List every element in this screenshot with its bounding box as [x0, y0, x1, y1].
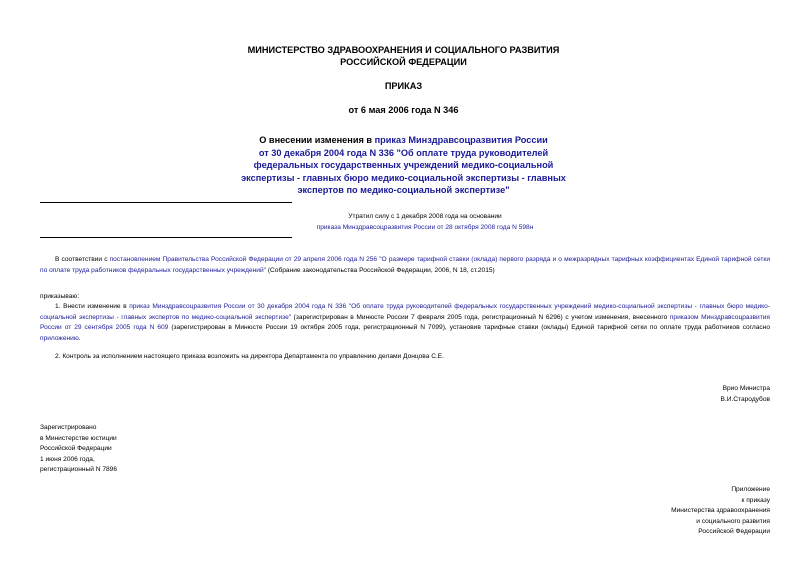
- title-prefix: О внесении изменения в: [259, 135, 375, 145]
- document-header: [0, 44, 807, 68]
- signature-block: [720, 384, 770, 405]
- item-1-prefix: 1. Внести изменение в: [55, 303, 130, 310]
- appendix-line3: Министерства здравоохранения: [671, 507, 770, 515]
- registration-line2: в Министерстве юстиции: [40, 434, 117, 442]
- appendix-line2: к приказу: [741, 496, 770, 504]
- title-link-line5[interactable]: экспертов по медико-социальной экспертизе": [297, 185, 510, 195]
- item-1-link-order-336[interactable]: приказ Минздравсоцразвития России от 30 декабря 2004 года N 336 "Об оплате труда руководителей федеральных государственных учреждений медико-социальной экспертизы - главных бюро медико-социальной экспертизы - главных экспертов по медико-социальной экспертизе": [40, 303, 770, 321]
- appendix-line5: Российской Федерации: [698, 528, 770, 536]
- appendix-line1: Приложение: [731, 486, 770, 493]
- item-1-link-order-609[interactable]: приказом Минздравсоцразвития России от 29 сентября 2005 года N 609: [40, 313, 770, 332]
- ministry-name-line2: РОССИЙСКОЙ ФЕДЕРАЦИИ: [340, 57, 467, 67]
- registration-line1: Зарегистрировано: [40, 424, 97, 431]
- item-1-mid1: (зарегистрирован в Минюсте России 7 февраля 2005 года, регистрационный N 6296) с учетом изменения, внесенного: [291, 313, 670, 321]
- registration-block: [40, 423, 117, 476]
- preamble-prefix: В соответствии с: [55, 256, 110, 263]
- signature-name: В.И.Стародубов: [720, 395, 770, 403]
- appendix-block: [671, 485, 770, 538]
- doc-type: ПРИКАЗ: [384, 81, 423, 91]
- signature-position: Врио Министра: [722, 385, 770, 392]
- item-2-paragraph: 2. Контроль за исполнением настоящего приказа возложить на директора Департамента по управлению делами Донцова С.Е.: [55, 353, 445, 360]
- divider-bottom: [40, 237, 292, 238]
- title-link-line2[interactable]: от 30 декабря 2004 года N 336 "Об оплате труда руководителей: [258, 147, 549, 158]
- ministry-name-line1: МИНИСТЕРСТВО ЗДРАВООХРАНЕНИЯ И СОЦИАЛЬНОГО РАЗВИТИЯ: [247, 45, 560, 55]
- registration-line5: регистрационный N 7896: [40, 466, 118, 474]
- preamble-paragraph: [40, 255, 770, 276]
- divider-top: [40, 202, 292, 203]
- appendix-line4: и социального развития: [696, 517, 770, 525]
- status-note-link[interactable]: приказа Минздравсоцразвития России от 28 октября 2008 года N 598н: [316, 223, 534, 231]
- order-word: приказываю:: [40, 293, 80, 300]
- item-1-paragraph: [40, 302, 770, 344]
- registration-line3: Российской Федерации: [40, 445, 112, 453]
- document-title: [0, 134, 807, 197]
- item-1-link-appendix[interactable]: приложению: [40, 334, 79, 342]
- preamble-suffix: (Собрание законодательства Российской Федерации, 2006, N 18, ст.2015): [266, 266, 495, 274]
- title-link-line3[interactable]: федеральных государственных учреждений медико-социальной: [253, 160, 554, 170]
- status-note: [280, 212, 570, 233]
- date-number: от 6 мая 2006 года N 346: [348, 105, 459, 115]
- item-1-mid2: (зарегистрирован в Минюсте России 19 октября 2005 года, регистрационный N 7099), установив тарифные ставки (оклады) Единой тарифной сетки по оплате труда работников согласно: [168, 324, 770, 332]
- preamble-link[interactable]: постановлением Правительства Российской Федерации от 29 апреля 2006 года N 256 "О размере тарифной ставки (оклада) первого разряда и о межразрядных тарифных коэффициентах Единой тарифной сетки по оплате труда работников федеральных государственных учреждений": [40, 256, 771, 274]
- status-note-text: Утратил силу с 1 декабря 2008 года на основании: [348, 213, 502, 220]
- title-link-line4[interactable]: экспертизы - главных бюро медико-социальной экспертизы - главных: [241, 172, 566, 183]
- title-link-line1[interactable]: приказ Минздравсоцразвития России: [374, 135, 548, 145]
- registration-line4: 1 июня 2006 года,: [40, 455, 95, 463]
- item-1-suffix: .: [78, 334, 81, 342]
